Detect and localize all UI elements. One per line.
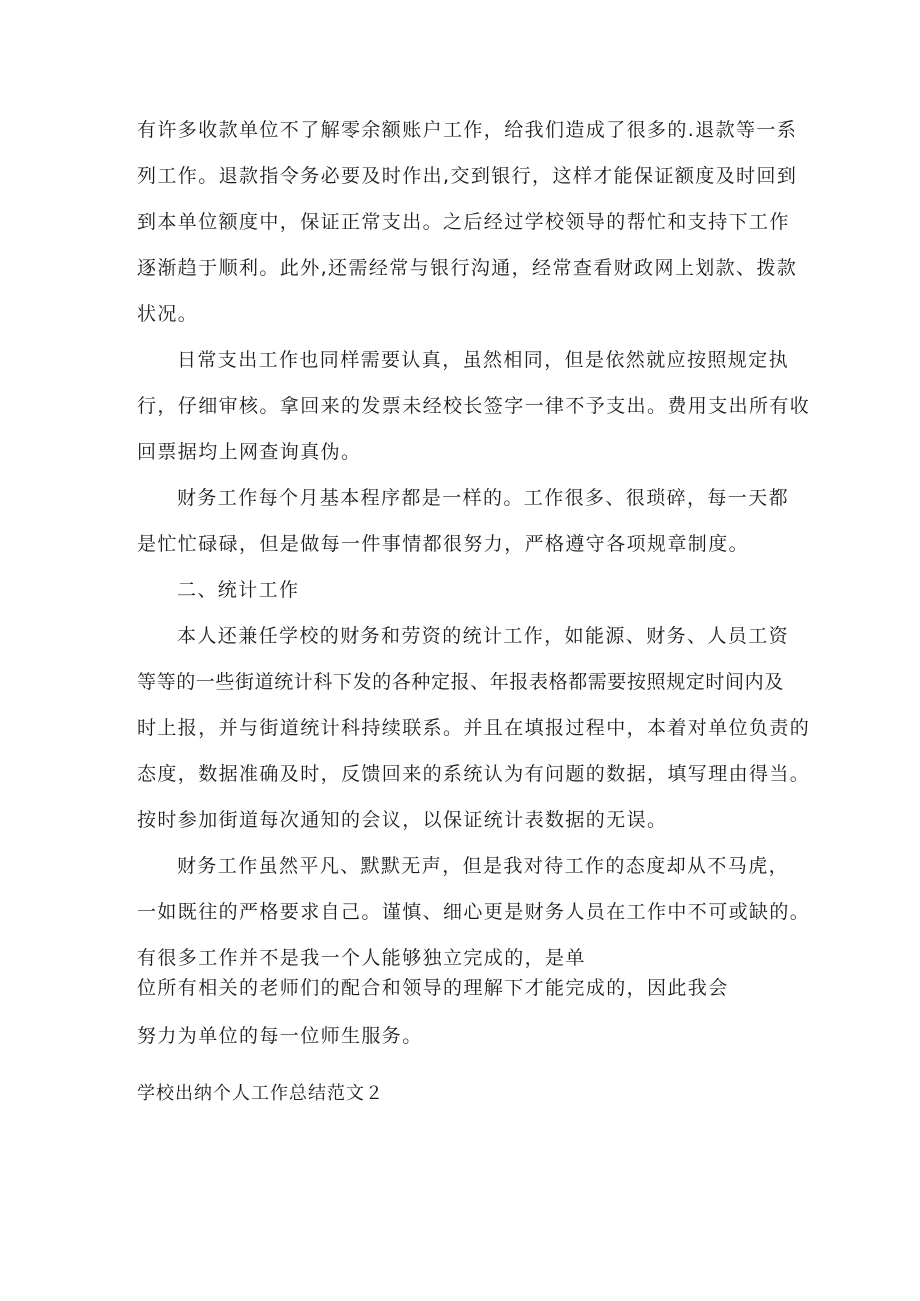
text-line: 按时参加街道每次通知的会议，以保证统计表数据的无误。 bbox=[137, 809, 668, 831]
next-article-title: 学校出纳个人工作总结范文２ bbox=[137, 1083, 384, 1104]
text-line: 一如既往的严格要求自己。谨慎、细心更是财务人员在工作中不可或缺的。 bbox=[137, 901, 811, 923]
text-line: 有很多工作并不是我一个人能够独立完成的，是单 bbox=[137, 947, 586, 969]
text-line: 行，仔细审核。拿回来的发票未经校长签字一律不予支出。费用支出所有收 bbox=[137, 395, 811, 417]
text-line: 逐渐趋于顺利。此外,还需经常与银行沟通，经常查看财政网上划款、拨款 bbox=[137, 257, 798, 279]
paragraph-start: 日常支出工作也同样需要认真，虽然相同，但是依然就应按照规定执 bbox=[177, 349, 790, 371]
text-line: 状况。 bbox=[137, 303, 199, 325]
text-line: 是忙忙碌碌，但是做每一件事情都很努力，严格遵守各项规章制度。 bbox=[137, 533, 750, 555]
paragraph-start: 财务工作虽然平凡、默默无声，但是我对待工作的态度却从不马虎， bbox=[177, 855, 790, 877]
text-line: 位所有相关的老师们的配合和领导的理解下才能完成的，因此我会 bbox=[137, 977, 729, 999]
text-line: 努力为单位的每一位师生服务。 bbox=[137, 1025, 423, 1047]
text-line: 等等的一些街道统计科下发的各种定报、年报表格都需要按照规定时间内及 bbox=[137, 671, 784, 693]
text-line: 时上报，并与街道统计科持续联系。并且在填报过程中，本着对单位负责的 bbox=[137, 717, 811, 739]
text-line: 态度，数据准确及时，反馈回来的系统认为有问题的数据，填写理由得当。 bbox=[137, 763, 811, 785]
text-line: 回票据均上网查询真伪。 bbox=[137, 441, 362, 463]
paragraph-start: 本人还兼任学校的财务和劳资的统计工作，如能源、财务、人员工资 bbox=[177, 625, 790, 647]
text-line: 到本单位额度中，保证正常支出。之后经过学校领导的帮忙和支持下工作 bbox=[137, 211, 790, 233]
paragraph-start: 财务工作每个月基本程序都是一样的。工作很多、很琐碎，每一天都 bbox=[177, 487, 790, 509]
text-line: 列工作。退款指令务必要及时作出,交到银行，这样才能保证额度及时回到 bbox=[137, 165, 798, 187]
text-line: 有许多收款单位不了解零余额账户工作，给我们造成了很多的.退款等一系 bbox=[137, 119, 798, 141]
section-heading: 二、统计工作 bbox=[177, 579, 300, 601]
